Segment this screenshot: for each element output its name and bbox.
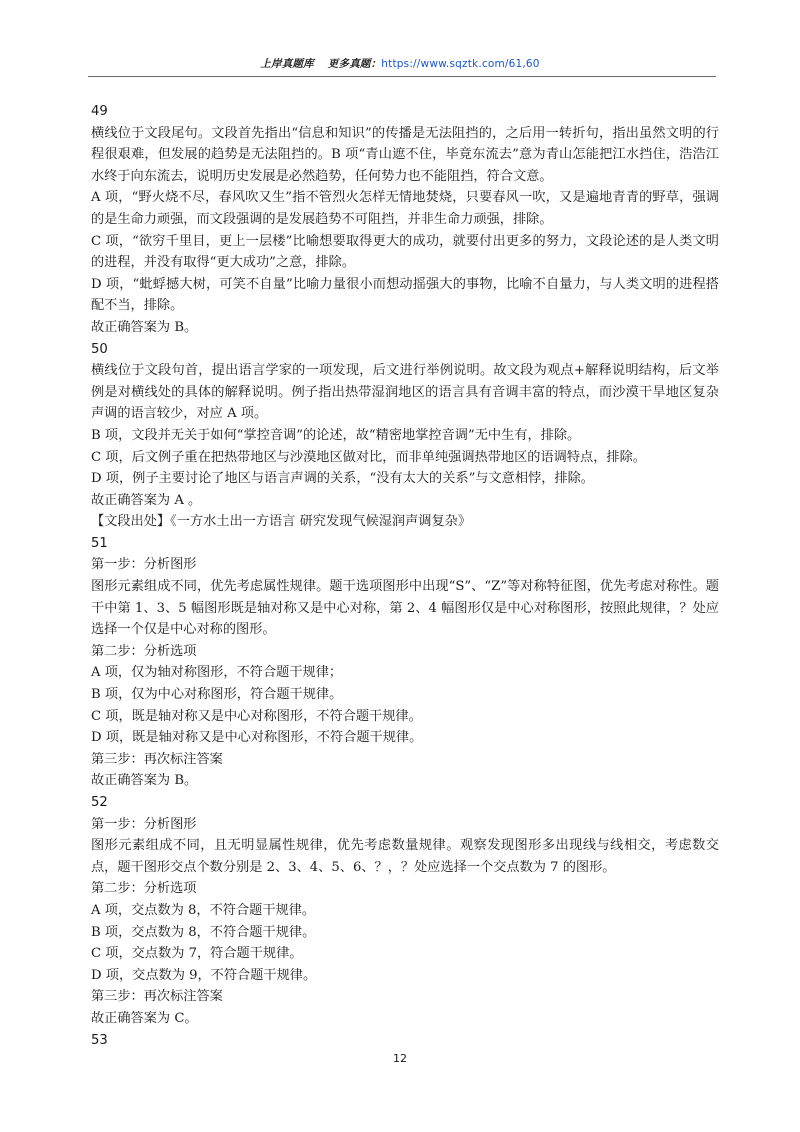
question-number: 50 <box>91 341 108 357</box>
explanation-paragraph: 横线位于文段尾句。文段首先指出“信息和知识”的传播是无法阻挡的，之后用一转折句，指出虽然文明的行程很艰难，但发展的趋势是无法阻挡的。B 项“青山遮不住，毕竟东流去”意为青山怎能把江水挡住，浩浩江水终于向东流去，说明历史发展是必然趋势，任何势力也不能阻挡，符合文意。 <box>91 125 719 184</box>
explanation-paragraph: D 项，既是轴对称又是中心对称图形，不符合题干规律。 <box>91 730 423 746</box>
explanation-paragraph: 故正确答案为 B。 <box>91 773 198 789</box>
question-number: 52 <box>91 795 108 810</box>
explanation-paragraph: 故正确答案为 A 。 <box>91 492 202 508</box>
explanation-paragraph: 图形元素组成不同，优先考虑属性规律。题干选项图形中出现“S”、“Z”等对称特征图，优先考虑对称性。题干中第 1、3、5 幅图形既是轴对称又是中心对称，第 2、4 幅图形仅是中心对称图形，按照此规律，？处应选择一个仅是中心对称的图形。 <box>91 579 719 638</box>
explanation-paragraph: A 项，“野火烧不尽，春风吹又生”指不管烈火怎样无情地焚烧，只要春风一吹，又是遍地青青的野草，强调的是生命力顽强，而文段强调的是发展趋势不可阻挡，并非生命力顽强，排除。 <box>91 190 719 227</box>
explanation-paragraph: D 项，“蚍蜉撼大树，可笑不自量”比喻力量很小而想动摇强大的事物，比喻不自量力，与人类文明的进程搭配不当，排除。 <box>91 276 719 314</box>
explanation-paragraph: D 项，交点数为 9，不符合题干规律。 <box>91 967 317 983</box>
explanation-paragraph: C 项，交点数为 7，符合题干规律。 <box>91 946 303 962</box>
explanation-paragraph: 故正确答案为 B。 <box>91 319 198 335</box>
explanation-paragraph: 故正确答案为 C。 <box>91 1010 198 1026</box>
page-number: 12 <box>393 1052 407 1065</box>
more-label: 更多真题： <box>327 58 382 70</box>
explanation-paragraph: A 项，交点数为 8，不符合题干规律。 <box>91 902 316 918</box>
explanation-paragraph: 图形元素组成不同，且无明显属性规律，优先考虑数量规律。观察发现图形多出现线与线相交，考虑数交点，题干图形交点个数分别是 2、3、4、5、6、？，？处应选择一个交点数为 7 的图形。 <box>91 838 719 875</box>
explanation-paragraph: B 项，仅为中心对称图形，符合题干规律。 <box>91 687 343 703</box>
answer-explanations <box>91 101 719 1051</box>
brand-label: 上岸真题库 <box>260 58 314 70</box>
page-header <box>0 56 800 71</box>
explanation-paragraph: B 项，文段并无关于如何“掌控音调”的论述，故“精密地掌控音调”无中生有，排除。 <box>91 427 581 443</box>
explanation-paragraph: 第一步：分析图形 <box>91 557 197 573</box>
question-number: 53 <box>91 1032 108 1048</box>
explanation-paragraph: D 项，例子主要讨论了地区与语言声调的关系，“没有太大的关系”与文意相悖，排除。 <box>91 471 594 487</box>
explanation-paragraph: B 项，交点数为 8，不符合题干规律。 <box>91 924 316 940</box>
question-number: 51 <box>91 535 108 551</box>
explanation-paragraph: 第三步：再次标注答案 <box>91 989 223 1005</box>
header-divider <box>88 76 716 77</box>
explanation-paragraph: 第二步：分析选项 <box>91 643 197 659</box>
explanation-paragraph: C 项，后文例子重在把热带地区与沙漠地区做对比，而非单纯强调热带地区的语调特点，排除。 <box>91 449 646 465</box>
explanation-paragraph: 【文段出处】《一方水土出一方语言 研究发现气候湿润声调复杂》 <box>91 514 472 530</box>
explanation-paragraph: A 项，仅为轴对称图形，不符合题干规律； <box>91 665 343 681</box>
explanation-paragraph: 第三步：再次标注答案 <box>91 751 223 767</box>
explanation-paragraph: C 项，既是轴对称又是中心对称图形，不符合题干规律。 <box>91 708 422 724</box>
source-link[interactable]: https://www.sqztk.com/61,60 <box>381 58 540 70</box>
question-number: 49 <box>91 104 108 119</box>
explanation-paragraph: 第一步：分析图形 <box>91 816 197 832</box>
explanation-paragraph: C 项，“欲穷千里目，更上一层楼”比喻想要取得更大的成功，就要付出更多的努力，文段论述的是人类文明的进程，并没有取得“更大成功”之意，排除。 <box>91 233 719 271</box>
explanation-paragraph: 第二步：分析选项 <box>91 881 197 897</box>
explanation-paragraph: 横线位于文段句首，提出语言学家的一项发现，后文进行举例说明。故文段为观点+解释说明结构，后文举例是对横线处的具体的解释说明。例子指出热带湿润地区的语言具有音调丰富的特点，而沙漠干旱地区复杂声调的语言较少，对应 A 项。 <box>91 363 719 422</box>
